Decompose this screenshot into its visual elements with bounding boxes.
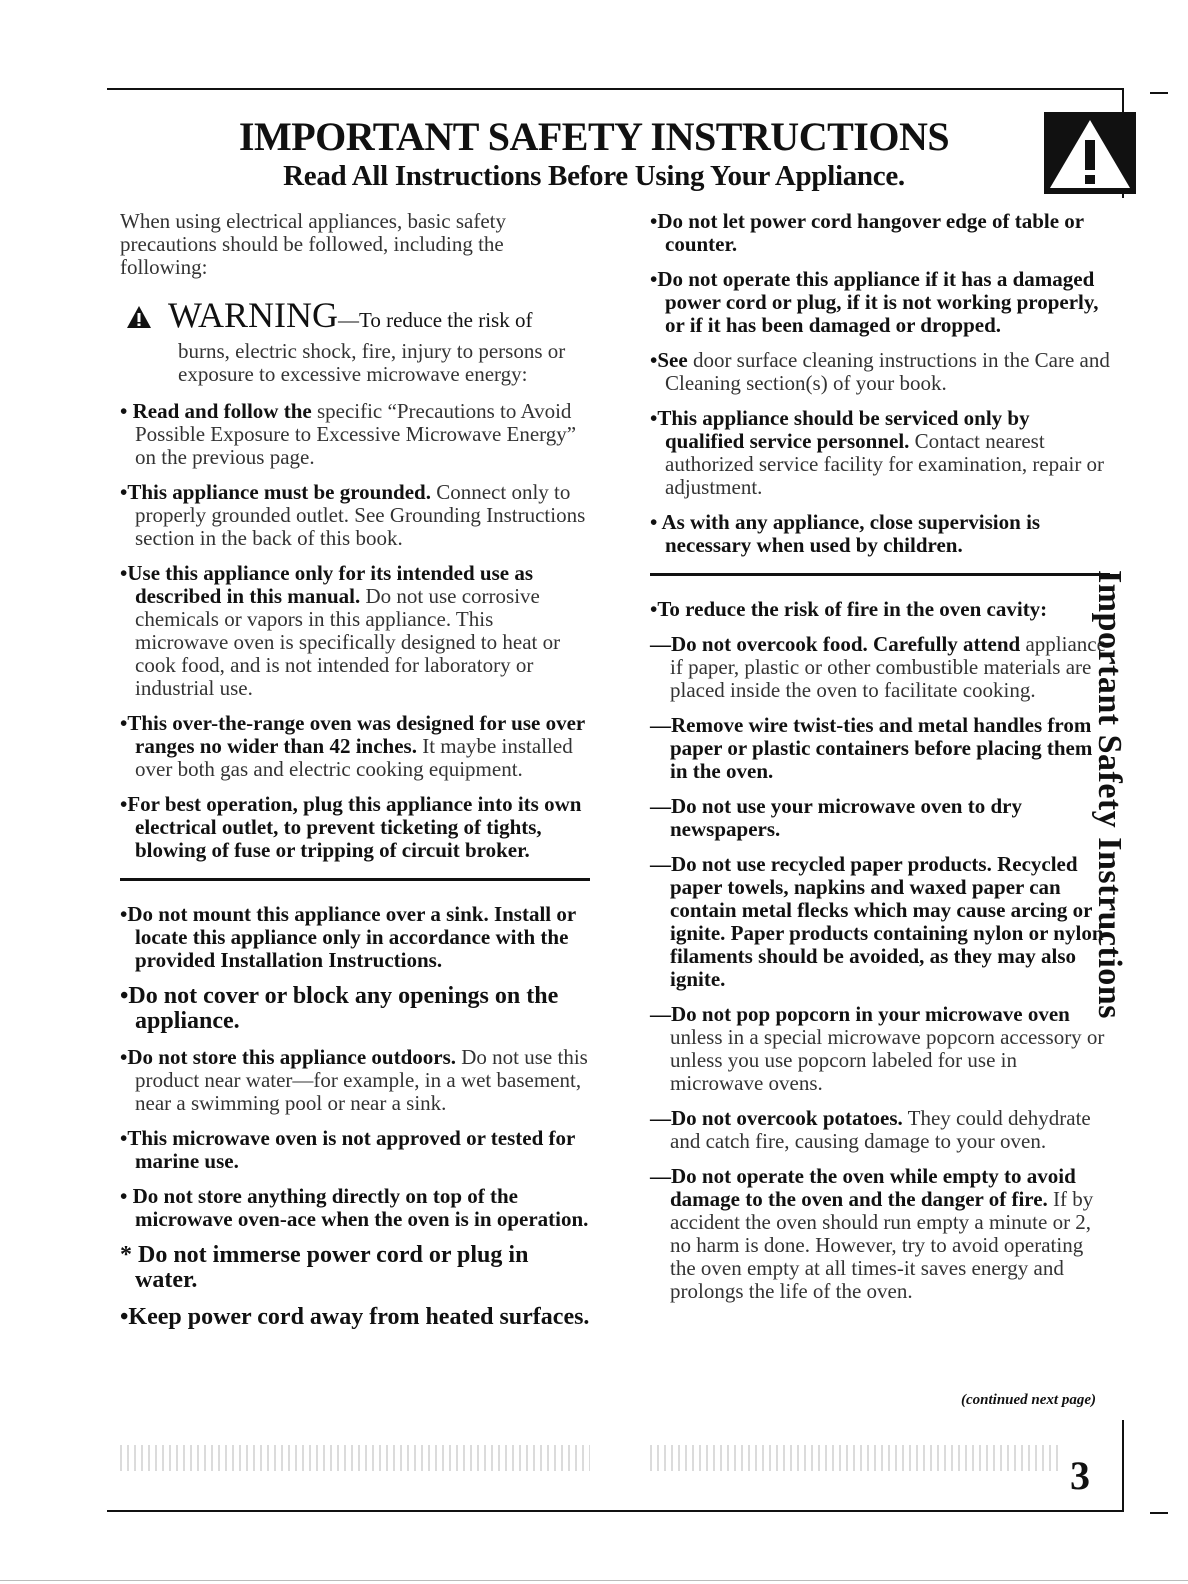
list-item <box>650 268 1110 337</box>
item-bold-text: —Remove wire twist-ties and metal handles from paper or plastic containers before placing them in the oven. <box>650 713 1093 783</box>
exclamation-triangle-icon <box>1044 112 1136 194</box>
list-item <box>120 712 590 781</box>
item-bold-text: •See <box>650 348 688 372</box>
item-plain-text: Do not use this product near water—for example, in a wet basement, near a swimming pool or near a sink. <box>135 1045 588 1115</box>
item-bold-text: —Do not use recycled paper products. Recycled paper towels, napkins and waxed paper can contain metal flecks which may cause arcing or ignite. Paper products containing nylon or nylon filaments should be avoided, as they may also ignite. <box>650 852 1104 991</box>
list-item <box>120 1046 590 1115</box>
list-item <box>650 407 1110 499</box>
section-divider <box>650 573 1110 576</box>
list-item <box>650 1107 1110 1153</box>
warning-word: WARNING <box>168 295 338 335</box>
item-bold-text: •Keep power cord away from heated surfaces. <box>120 1304 590 1330</box>
list-item <box>650 511 1110 557</box>
page-title: IMPORTANT SAFETY INSTRUCTIONS <box>238 114 950 159</box>
bottom-edge-tick <box>1150 1512 1168 1514</box>
list-item <box>120 1127 590 1173</box>
top-rule <box>107 88 1123 90</box>
item-bold-text: •Do not mount this appliance over a sink. Install or locate this appliance only in accordance with the provided Installation Instructions. <box>120 902 576 972</box>
list-item <box>650 349 1110 395</box>
bottom-rule <box>107 1510 1123 1512</box>
continued-note: (continued next page) <box>961 1392 1096 1408</box>
item-bold-text: —Do not use your microwave oven to dry newspapers. <box>650 794 1022 841</box>
item-bold-text: • Do not store anything directly on top of the microwave oven-ace when the oven is in operation. <box>120 1184 589 1231</box>
list-item <box>120 903 590 972</box>
right-column <box>650 210 1110 1315</box>
item-bold-text: —Do not operate the oven while empty to avoid damage to the oven and the danger of fire. <box>650 1164 1076 1211</box>
list-item <box>120 1243 590 1293</box>
list-item <box>120 481 590 550</box>
list-item <box>120 1185 590 1231</box>
page-bottom-line <box>0 1580 1188 1581</box>
list-item <box>650 853 1110 991</box>
item-bold-text: —Do not overcook potatoes. <box>650 1106 903 1130</box>
item-bold-text: •Do not let power cord hangover edge of table or counter. <box>650 209 1084 256</box>
list-item <box>120 793 590 862</box>
item-bold-text: •This over-the-range oven was designed for use over ranges no wider than 42 inches. <box>120 711 585 758</box>
warning-body: burns, electric shock, fire, injury to persons or exposure to excessive microwave energy: <box>178 339 566 386</box>
item-bold-text: •This microwave oven is not approved or tested for marine use. <box>120 1126 575 1173</box>
item-bold-text: —Do not overcook food. Carefully attend <box>650 632 1021 656</box>
item-bold-text: •Do not store this appliance outdoors. <box>120 1045 456 1069</box>
item-bold-text: •This appliance must be grounded. <box>120 480 431 504</box>
right-list-b <box>650 633 1110 1303</box>
item-bold-text: • Read and follow the <box>120 399 312 423</box>
page-number: 3 <box>1070 1453 1090 1498</box>
list-item <box>120 562 590 700</box>
item-plain-text: It maybe installed over both gas and electric cooking equipment. <box>135 734 573 781</box>
item-plain-text: specific “Precautions to Avoid Possible Exposure to Excessive Microwave Energy” on the previous page. <box>135 399 577 469</box>
left-list-b <box>120 903 590 1330</box>
page-subtitle: Read All Instructions Before Using Your Appliance. <box>283 160 905 192</box>
warning-block <box>120 295 590 386</box>
right-list-a <box>650 210 1110 557</box>
item-bold-text: * Do not immerse power cord or plug in water. <box>120 1242 529 1293</box>
list-item <box>650 210 1110 256</box>
item-plain-text: If by accident the oven should run empty a minute or 2, no harm is done. However, try to avoid operating the oven empty at all times-it saves energy and prolongs the life of the oven. <box>670 1187 1094 1303</box>
intro-text: When using electrical appliances, basic safety precautions should be followed, including the following: <box>120 209 506 279</box>
left-column <box>120 210 590 1342</box>
section-divider <box>120 878 590 881</box>
item-bold-text: •For best operation, plug this appliance into its own electrical outlet, to prevent ticketing of tights, blowing of fuse or tripping of circuit broker. <box>120 792 582 862</box>
item-bold-text: •Use this appliance only for its intended use as described in this manual. <box>120 561 534 608</box>
list-item <box>650 633 1110 702</box>
item-bold-text: •Do not operate this appliance if it has a damaged power cord or plug, if it is not working properly, or if it has been damaged or dropped. <box>650 267 1099 337</box>
list-item <box>120 984 590 1034</box>
item-bold-text: —Do not pop popcorn in your microwave oven <box>650 1002 1070 1026</box>
item-plain-text: unless in a special microwave popcorn accessory or unless you use popcorn labeled for use in microwave ovens. <box>670 1025 1105 1095</box>
scan-noise-right <box>650 1445 1060 1471</box>
list-item <box>650 1165 1110 1303</box>
fire-risk-heading: •To reduce the risk of fire in the oven cavity: <box>650 597 1048 621</box>
item-plain-text: appliance if paper, plastic or other combustible materials are placed inside the oven to facilitate cooking. <box>670 632 1106 702</box>
list-item <box>650 1003 1110 1095</box>
item-plain-text: They could dehydrate and catch fire, causing damage to your oven. <box>670 1106 1091 1153</box>
item-plain-text: Do not use corrosive chemicals or vapors in this appliance. This microwave oven is specifically designed to heat or cook food, and is not intended for laboratory or industrial use. <box>135 584 561 700</box>
list-item <box>650 795 1110 841</box>
scan-noise-left <box>120 1445 590 1471</box>
item-bold-text: •This appliance should be serviced only by qualified service personnel. <box>650 406 1030 453</box>
item-plain-text: door surface cleaning instructions in the Care and Cleaning section(s) of your book. <box>665 348 1110 395</box>
right-rule-lower <box>1122 1420 1124 1512</box>
warning-lead: —To reduce the risk of <box>337 308 533 332</box>
item-bold-text: • As with any appliance, close supervision is necessary when used by children. <box>650 510 1041 557</box>
item-plain-text: Connect only to properly grounded outlet. See Grounding Instructions section in the back of this book. <box>135 480 586 550</box>
warning-heading <box>120 295 590 340</box>
list-item <box>650 714 1110 783</box>
list-item <box>120 1305 590 1330</box>
warning-triangle-icon <box>126 305 152 329</box>
right-edge-tick <box>1150 92 1168 94</box>
warning-badge <box>1044 112 1136 194</box>
side-label: Important Safety Instructions <box>1091 570 1128 1019</box>
list-item <box>120 400 590 469</box>
item-bold-text: •Do not cover or block any openings on the appliance. <box>120 983 559 1034</box>
item-plain-text: Contact nearest authorized service facility for examination, repair or adjustment. <box>665 429 1105 499</box>
left-list-a <box>120 400 590 862</box>
